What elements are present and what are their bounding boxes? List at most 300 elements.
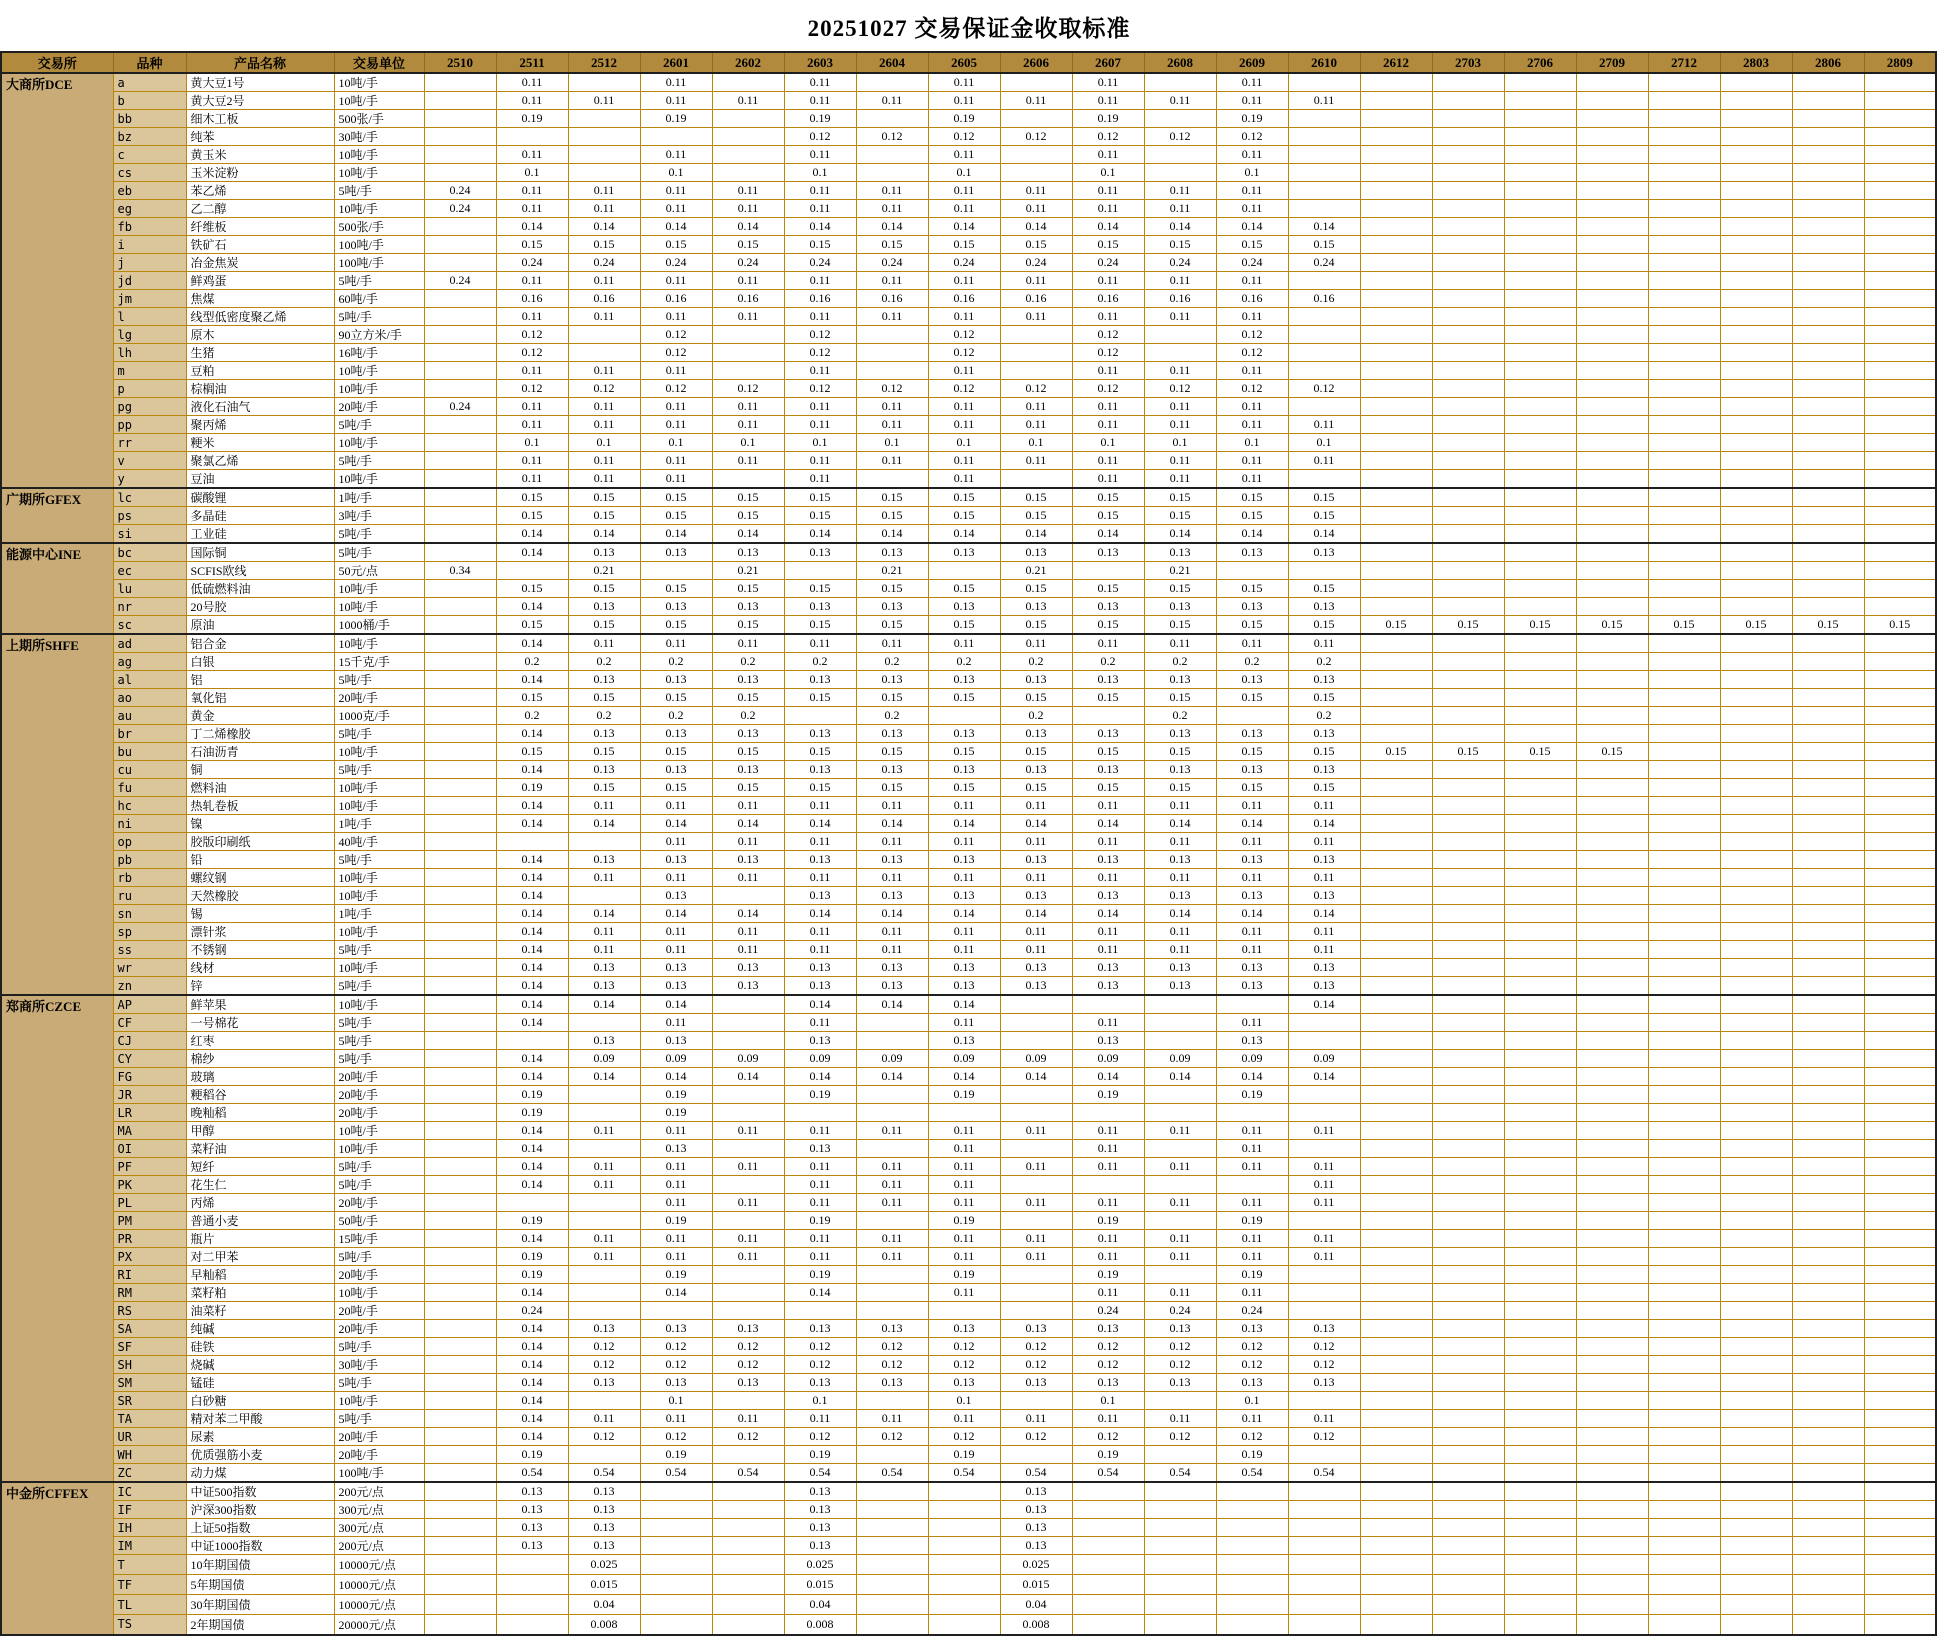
- month-header: 2709: [1576, 52, 1648, 73]
- product-name-cell: 丙烯: [186, 1194, 334, 1212]
- margin-value-cell: [1576, 1068, 1648, 1086]
- margin-value-cell: 0.11: [1144, 1284, 1216, 1302]
- margin-value-cell: [1648, 959, 1720, 977]
- margin-value-cell: 0.11: [784, 200, 856, 218]
- margin-value-cell: 0.13: [1000, 851, 1072, 869]
- margin-value-cell: 0.11: [1144, 452, 1216, 470]
- margin-value-cell: [1792, 833, 1864, 851]
- margin-value-cell: 0.19: [928, 1266, 1000, 1284]
- product-name-cell: 中证500指数: [186, 1482, 334, 1501]
- margin-value-cell: [496, 1194, 568, 1212]
- margin-value-cell: 0.11: [928, 182, 1000, 200]
- margin-value-cell: [1648, 164, 1720, 182]
- margin-value-cell: [856, 1595, 928, 1615]
- margin-value-cell: [1360, 598, 1432, 616]
- table-row: [1, 1158, 1936, 1176]
- margin-value-cell: [1144, 73, 1216, 92]
- month-header: 2703: [1432, 52, 1504, 73]
- trade-unit-cell: 16吨/手: [334, 344, 424, 362]
- margin-value-cell: [1720, 1575, 1792, 1595]
- margin-value-cell: [856, 1555, 928, 1575]
- margin-value-cell: [1504, 1302, 1576, 1320]
- margin-value-cell: [1864, 1555, 1936, 1575]
- margin-value-cell: 0.11: [1144, 1194, 1216, 1212]
- margin-value-cell: [1648, 362, 1720, 380]
- margin-value-cell: 0.12: [928, 344, 1000, 362]
- margin-value-cell: 0.14: [712, 905, 784, 923]
- margin-value-cell: [1792, 1428, 1864, 1446]
- margin-value-cell: 0.11: [1144, 923, 1216, 941]
- margin-value-cell: [568, 833, 640, 851]
- trade-unit-cell: 15千克/手: [334, 653, 424, 671]
- trade-unit-cell: 5吨/手: [334, 272, 424, 290]
- margin-value-cell: 0.12: [1216, 128, 1288, 146]
- product-name-cell: 细木工板: [186, 110, 334, 128]
- product-name-cell: 鲜鸡蛋: [186, 272, 334, 290]
- margin-value-cell: 0.15: [1072, 779, 1144, 797]
- margin-value-cell: [1792, 1014, 1864, 1032]
- margin-value-cell: 0.16: [856, 290, 928, 308]
- margin-value-cell: 0.11: [1000, 941, 1072, 959]
- margin-value-cell: [1504, 236, 1576, 254]
- margin-value-cell: 0.14: [496, 634, 568, 653]
- margin-value-cell: [1360, 1230, 1432, 1248]
- trade-unit-cell: 50元/点: [334, 562, 424, 580]
- margin-value-cell: 0.13: [1288, 887, 1360, 905]
- table-row: [1, 308, 1936, 326]
- margin-value-cell: 0.14: [496, 1230, 568, 1248]
- margin-value-cell: [1720, 452, 1792, 470]
- margin-value-cell: [1648, 671, 1720, 689]
- margin-value-cell: 0.11: [784, 634, 856, 653]
- margin-value-cell: [1648, 92, 1720, 110]
- variety-code-cell: fu: [113, 779, 186, 797]
- margin-value-cell: [1576, 1428, 1648, 1446]
- trade-unit-cell: 10吨/手: [334, 779, 424, 797]
- margin-value-cell: 0.13: [712, 959, 784, 977]
- margin-value-cell: [1576, 1284, 1648, 1302]
- margin-value-cell: 0.15: [712, 779, 784, 797]
- table-header: [1, 52, 1936, 73]
- margin-value-cell: [568, 164, 640, 182]
- margin-value-cell: [1864, 1194, 1936, 1212]
- variety-code-cell: y: [113, 470, 186, 489]
- margin-value-cell: 0.13: [1288, 851, 1360, 869]
- margin-value-cell: 0.15: [712, 488, 784, 507]
- margin-value-cell: [1576, 833, 1648, 851]
- margin-value-cell: 0.13: [784, 543, 856, 562]
- margin-value-cell: 0.11: [640, 308, 712, 326]
- margin-value-cell: [1648, 1122, 1720, 1140]
- variety-code-cell: v: [113, 452, 186, 470]
- margin-value-cell: [1648, 634, 1720, 653]
- margin-value-cell: 0.12: [1072, 326, 1144, 344]
- margin-value-cell: [1504, 1595, 1576, 1615]
- margin-value-cell: 0.11: [712, 182, 784, 200]
- product-name-cell: 普通小麦: [186, 1212, 334, 1230]
- margin-value-cell: 0.13: [1072, 887, 1144, 905]
- margin-value-cell: [424, 1158, 496, 1176]
- margin-value-cell: [856, 1302, 928, 1320]
- margin-value-cell: [1504, 452, 1576, 470]
- margin-value-cell: [1504, 362, 1576, 380]
- margin-value-cell: [1504, 653, 1576, 671]
- margin-value-cell: 0.2: [640, 653, 712, 671]
- margin-value-cell: [1288, 562, 1360, 580]
- margin-value-cell: 0.11: [712, 398, 784, 416]
- margin-value-cell: 0.12: [712, 1338, 784, 1356]
- margin-value-cell: [1648, 1140, 1720, 1158]
- margin-value-cell: [928, 1482, 1000, 1501]
- trade-unit-cell: 20吨/手: [334, 689, 424, 707]
- product-name-cell: 30年期国债: [186, 1595, 334, 1615]
- margin-value-cell: [1648, 1428, 1720, 1446]
- margin-value-cell: 0.15: [784, 743, 856, 761]
- margin-value-cell: [1504, 1501, 1576, 1519]
- margin-value-cell: [1792, 164, 1864, 182]
- margin-value-cell: [424, 725, 496, 743]
- margin-value-cell: [1288, 308, 1360, 326]
- margin-value-cell: [1648, 1519, 1720, 1537]
- margin-value-cell: 0.14: [640, 525, 712, 544]
- product-name-cell: 铅: [186, 851, 334, 869]
- margin-value-cell: [712, 1519, 784, 1537]
- margin-value-cell: 0.12: [928, 326, 1000, 344]
- trade-unit-cell: 5吨/手: [334, 671, 424, 689]
- margin-value-cell: [1648, 869, 1720, 887]
- margin-value-cell: [1504, 1338, 1576, 1356]
- trade-unit-cell: 5吨/手: [334, 416, 424, 434]
- margin-value-cell: [1360, 1068, 1432, 1086]
- margin-value-cell: [1720, 1140, 1792, 1158]
- margin-value-cell: [1576, 1537, 1648, 1555]
- margin-value-cell: 0.14: [496, 598, 568, 616]
- margin-value-cell: 0.2: [1216, 653, 1288, 671]
- margin-value-cell: [1648, 1537, 1720, 1555]
- margin-value-cell: 0.19: [784, 1446, 856, 1464]
- margin-value-cell: 0.13: [712, 598, 784, 616]
- margin-value-cell: [1432, 1230, 1504, 1248]
- margin-value-cell: [1576, 1374, 1648, 1392]
- margin-value-cell: [1648, 1194, 1720, 1212]
- margin-value-cell: [712, 1482, 784, 1501]
- margin-value-cell: [1720, 1537, 1792, 1555]
- margin-value-cell: 0.54: [568, 1464, 640, 1483]
- margin-value-cell: 0.13: [1000, 543, 1072, 562]
- margin-value-cell: [1792, 598, 1864, 616]
- margin-value-cell: [1648, 833, 1720, 851]
- margin-value-cell: 0.2: [928, 653, 1000, 671]
- margin-value-cell: [1792, 1122, 1864, 1140]
- margin-value-cell: 0.008: [568, 1615, 640, 1635]
- margin-value-cell: 0.11: [712, 634, 784, 653]
- margin-value-cell: [1576, 761, 1648, 779]
- margin-value-cell: 0.15: [496, 488, 568, 507]
- product-name-cell: 鲜苹果: [186, 995, 334, 1014]
- margin-value-cell: [1360, 1501, 1432, 1519]
- margin-value-cell: [1432, 1501, 1504, 1519]
- variety-code-cell: ec: [113, 562, 186, 580]
- margin-value-cell: [1360, 1194, 1432, 1212]
- margin-value-cell: 0.11: [928, 1410, 1000, 1428]
- margin-value-cell: [1360, 761, 1432, 779]
- margin-value-cell: [1360, 634, 1432, 653]
- margin-value-cell: [424, 1482, 496, 1501]
- variety-code-cell: TA: [113, 1410, 186, 1428]
- margin-value-cell: 0.1: [1216, 164, 1288, 182]
- product-name-cell: 国际铜: [186, 543, 334, 562]
- margin-value-cell: [1792, 689, 1864, 707]
- margin-value-cell: [1792, 1575, 1864, 1595]
- margin-value-cell: 0.12: [1000, 1338, 1072, 1356]
- margin-value-cell: [1360, 905, 1432, 923]
- margin-value-cell: [1792, 1519, 1864, 1537]
- margin-value-cell: [1072, 707, 1144, 725]
- margin-value-cell: 0.12: [1072, 1338, 1144, 1356]
- margin-value-cell: [1000, 146, 1072, 164]
- margin-value-cell: 0.15: [640, 689, 712, 707]
- margin-value-cell: 0.14: [784, 525, 856, 544]
- margin-value-cell: [1360, 562, 1432, 580]
- trade-unit-cell: 10吨/手: [334, 164, 424, 182]
- margin-value-cell: 0.15: [1072, 236, 1144, 254]
- margin-value-cell: 0.14: [496, 218, 568, 236]
- margin-value-cell: [1432, 110, 1504, 128]
- margin-value-cell: [1648, 1104, 1720, 1122]
- margin-value-cell: 0.11: [1072, 833, 1144, 851]
- trade-unit-cell: 10吨/手: [334, 362, 424, 380]
- margin-value-cell: 0.19: [1216, 1446, 1288, 1464]
- margin-value-cell: 0.13: [1000, 671, 1072, 689]
- margin-value-cell: [1432, 598, 1504, 616]
- margin-value-cell: [856, 1446, 928, 1464]
- margin-value-cell: 0.15: [568, 580, 640, 598]
- margin-value-cell: 0.14: [856, 815, 928, 833]
- margin-value-cell: 0.11: [496, 73, 568, 92]
- table-row: [1, 707, 1936, 725]
- margin-value-cell: 0.11: [1000, 1248, 1072, 1266]
- margin-value-cell: [640, 1302, 712, 1320]
- margin-value-cell: [856, 344, 928, 362]
- margin-value-cell: [1792, 1230, 1864, 1248]
- margin-value-cell: [1360, 1284, 1432, 1302]
- margin-value-cell: [712, 1032, 784, 1050]
- margin-value-cell: [1648, 779, 1720, 797]
- margin-value-cell: 0.12: [1144, 1338, 1216, 1356]
- margin-value-cell: 0.11: [1216, 73, 1288, 92]
- table-row: [1, 254, 1936, 272]
- margin-value-cell: [1144, 1266, 1216, 1284]
- margin-value-cell: [1792, 1158, 1864, 1176]
- trade-unit-cell: 5吨/手: [334, 1032, 424, 1050]
- table-row: [1, 1212, 1936, 1230]
- margin-value-cell: 0.11: [1072, 182, 1144, 200]
- margin-value-cell: [1720, 236, 1792, 254]
- margin-value-cell: [1864, 182, 1936, 200]
- margin-value-cell: 0.11: [1288, 941, 1360, 959]
- variety-code-cell: pb: [113, 851, 186, 869]
- margin-value-cell: 0.13: [784, 959, 856, 977]
- margin-value-cell: [424, 1248, 496, 1266]
- margin-value-cell: [1432, 434, 1504, 452]
- table-row: [1, 977, 1936, 996]
- margin-value-cell: [1432, 1356, 1504, 1374]
- table-row: [1, 1338, 1936, 1356]
- margin-value-cell: 0.11: [1000, 797, 1072, 815]
- margin-value-cell: 0.11: [1144, 308, 1216, 326]
- margin-value-cell: 0.11: [1216, 1248, 1288, 1266]
- margin-value-cell: [1432, 507, 1504, 525]
- margin-value-cell: [424, 290, 496, 308]
- margin-value-cell: [1360, 416, 1432, 434]
- margin-value-cell: 0.14: [496, 1122, 568, 1140]
- margin-value-cell: [1792, 1248, 1864, 1266]
- margin-value-cell: 0.11: [1000, 1410, 1072, 1428]
- margin-value-cell: [1432, 543, 1504, 562]
- margin-value-cell: 0.11: [640, 923, 712, 941]
- margin-value-cell: 0.11: [784, 1158, 856, 1176]
- margin-value-cell: [856, 1086, 928, 1104]
- margin-value-cell: 0.12: [1216, 344, 1288, 362]
- trade-unit-cell: 20吨/手: [334, 1446, 424, 1464]
- margin-value-cell: 0.15: [1144, 580, 1216, 598]
- margin-value-cell: 0.14: [1072, 525, 1144, 544]
- variety-code-cell: nr: [113, 598, 186, 616]
- margin-value-cell: 0.19: [496, 1248, 568, 1266]
- margin-value-cell: [1432, 689, 1504, 707]
- margin-value-cell: [1648, 1482, 1720, 1501]
- margin-value-cell: [1648, 1068, 1720, 1086]
- margin-value-cell: 0.15: [1072, 580, 1144, 598]
- table-row: [1, 218, 1936, 236]
- table-row: [1, 833, 1936, 851]
- margin-value-cell: [928, 1537, 1000, 1555]
- month-header: 2603: [784, 52, 856, 73]
- variety-code-cell: bu: [113, 743, 186, 761]
- margin-value-cell: 0.12: [1000, 1428, 1072, 1446]
- margin-value-cell: [1576, 1230, 1648, 1248]
- variety-code-cell: IC: [113, 1482, 186, 1501]
- margin-value-cell: 0.14: [496, 525, 568, 544]
- margin-value-cell: [1000, 1266, 1072, 1284]
- margin-value-cell: 0.14: [1216, 815, 1288, 833]
- margin-value-cell: 0.025: [1000, 1555, 1072, 1575]
- margin-value-cell: [1792, 525, 1864, 544]
- margin-value-cell: 0.11: [1072, 797, 1144, 815]
- margin-value-cell: [1504, 146, 1576, 164]
- margin-value-cell: 0.34: [424, 562, 496, 580]
- margin-value-cell: [1360, 326, 1432, 344]
- margin-value-cell: [1432, 815, 1504, 833]
- margin-value-cell: 0.14: [640, 1068, 712, 1086]
- table-row: [1, 1519, 1936, 1537]
- margin-value-cell: 0.11: [1144, 1158, 1216, 1176]
- trade-unit-cell: 300元/点: [334, 1519, 424, 1537]
- product-name-cell: 棉纱: [186, 1050, 334, 1068]
- margin-value-cell: [1072, 1176, 1144, 1194]
- margin-value-cell: [496, 128, 568, 146]
- margin-value-cell: 0.11: [1216, 416, 1288, 434]
- margin-value-cell: [1864, 1032, 1936, 1050]
- margin-value-cell: 0.15: [1216, 236, 1288, 254]
- margin-value-cell: [712, 110, 784, 128]
- trade-unit-cell: 5吨/手: [334, 308, 424, 326]
- margin-value-cell: [1864, 1410, 1936, 1428]
- margin-value-cell: 0.11: [784, 1194, 856, 1212]
- variety-code-cell: eb: [113, 182, 186, 200]
- margin-value-cell: 0.13: [568, 1320, 640, 1338]
- margin-value-cell: 0.11: [1216, 470, 1288, 489]
- margin-value-cell: [1072, 995, 1144, 1014]
- margin-value-cell: 0.11: [640, 797, 712, 815]
- margin-value-cell: [1720, 689, 1792, 707]
- margin-value-cell: [1432, 1032, 1504, 1050]
- margin-value-cell: [640, 1537, 712, 1555]
- margin-value-cell: [1648, 1446, 1720, 1464]
- margin-value-cell: 0.12: [640, 1428, 712, 1446]
- margin-value-cell: 0.19: [640, 110, 712, 128]
- trade-unit-cell: 10吨/手: [334, 580, 424, 598]
- margin-value-cell: 0.12: [784, 1428, 856, 1446]
- margin-value-cell: [856, 110, 928, 128]
- margin-value-cell: [1864, 452, 1936, 470]
- product-name-cell: 黄大豆1号: [186, 73, 334, 92]
- margin-value-cell: 0.2: [712, 653, 784, 671]
- margin-value-cell: [1576, 707, 1648, 725]
- product-name-cell: 豆油: [186, 470, 334, 489]
- margin-value-cell: [1360, 488, 1432, 507]
- margin-value-cell: 0.11: [1216, 923, 1288, 941]
- product-name-cell: 多晶硅: [186, 507, 334, 525]
- margin-value-cell: 0.14: [856, 905, 928, 923]
- margin-value-cell: 0.2: [856, 707, 928, 725]
- margin-value-cell: 0.11: [928, 272, 1000, 290]
- margin-value-cell: [424, 1338, 496, 1356]
- margin-value-cell: [1792, 1537, 1864, 1555]
- table-row: [1, 1482, 1936, 1501]
- margin-value-cell: 0.13: [1216, 959, 1288, 977]
- margin-value-cell: 0.11: [1216, 1140, 1288, 1158]
- product-name-cell: 胶版印刷纸: [186, 833, 334, 851]
- margin-value-cell: 0.13: [712, 1320, 784, 1338]
- margin-value-cell: [1792, 1374, 1864, 1392]
- margin-value-cell: [1504, 398, 1576, 416]
- trade-unit-cell: 5吨/手: [334, 1176, 424, 1194]
- margin-value-cell: [1648, 562, 1720, 580]
- margin-value-cell: 0.15: [1288, 488, 1360, 507]
- margin-value-cell: [1576, 488, 1648, 507]
- margin-value-cell: 0.13: [568, 725, 640, 743]
- margin-value-cell: 0.11: [496, 182, 568, 200]
- margin-value-cell: [784, 1104, 856, 1122]
- margin-value-cell: 0.24: [1072, 1302, 1144, 1320]
- margin-value-cell: 0.13: [1000, 1482, 1072, 1501]
- margin-value-cell: 0.13: [1216, 761, 1288, 779]
- margin-value-cell: [1576, 326, 1648, 344]
- margin-value-cell: 0.24: [424, 182, 496, 200]
- margin-value-cell: 0.11: [496, 452, 568, 470]
- margin-value-cell: [1792, 851, 1864, 869]
- margin-value-cell: [1072, 1482, 1144, 1501]
- table-row: [1, 1230, 1936, 1248]
- margin-value-cell: 0.11: [568, 200, 640, 218]
- margin-value-cell: 0.11: [1216, 146, 1288, 164]
- margin-value-cell: 0.15: [1432, 616, 1504, 635]
- margin-value-cell: [1864, 236, 1936, 254]
- margin-value-cell: 0.11: [856, 941, 928, 959]
- margin-value-cell: 0.11: [1216, 452, 1288, 470]
- variety-code-cell: lg: [113, 326, 186, 344]
